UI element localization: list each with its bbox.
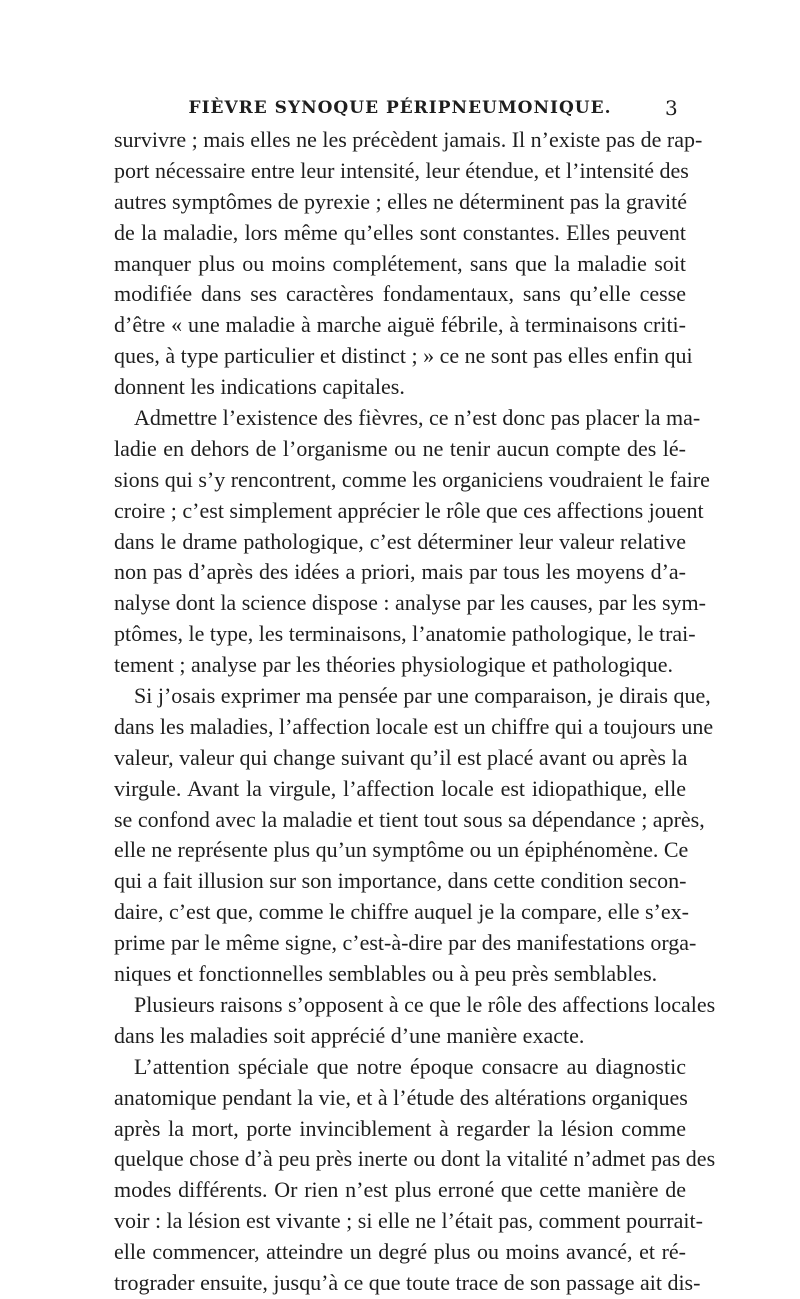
text-line: modes différents. Or rien n’est plus erroné que cette manière de	[114, 1177, 686, 1203]
text-line: donnent les indications capitales.	[114, 374, 405, 400]
text-line: croire ; c’est simplement apprécier le rôle que ces affections jouent	[114, 497, 704, 523]
text-line: dans les maladies, l’affection locale est un chiffre qui a toujours une	[114, 713, 714, 739]
text-line: elle ne représente plus qu’un symptôme ou un épiphénomène. Ce	[114, 837, 689, 863]
text-line: qui a fait illusion sur son importance, dans cette condition secon-	[114, 868, 687, 894]
body-text	[114, 125, 716, 1299]
text-line: ques, à type particulier et distinct ; » ce ne sont pas elles enfin qui	[114, 343, 693, 369]
text-line: ladie en dehors de l’organisme ou ne tenir aucun compte des lé-	[114, 435, 686, 461]
text-line: daire, c’est que, comme le chiffre auquel je la compare, elle s’ex-	[114, 899, 689, 925]
text-line: anatomique pendant la vie, et à l’étude des altérations organiques	[114, 1084, 688, 1110]
text-line: voir : la lésion est vivante ; si elle ne l’était pas, comment pourrait-	[114, 1208, 703, 1234]
text-line: autres symptômes de pyrexie ; elles ne déterminent pas la gravité	[114, 188, 688, 214]
running-title: FIÈVRE SYNOQUE PÉRIPNEUMONIQUE.	[188, 98, 612, 118]
text-line: niques et fonctionnelles semblables ou à peu près semblables.	[114, 961, 658, 987]
text-line: Plusieurs raisons s’opposent à ce que le rôle des affections locales	[134, 991, 716, 1017]
text-line: elle commencer, atteindre un degré plus ou moins avancé, et ré-	[114, 1239, 686, 1265]
text-line: virgule. Avant la virgule, l’affection locale est idiopathique, elle	[114, 775, 686, 801]
text-line: quelque chose d’à peu près inerte ou dont la vitalité n’admet pas des	[114, 1146, 716, 1172]
text-line: dans le drame pathologique, c’est déterminer leur valeur relative	[114, 528, 686, 554]
page-number: 3	[665, 96, 678, 120]
text-line: valeur, valeur qui change suivant qu’il est placé avant ou après la	[114, 744, 688, 770]
text-line: manquer plus ou moins complétement, sans que la maladie soit	[114, 250, 686, 276]
text-line: non pas d’après des idées a priori, mais par tous les moyens d’a-	[114, 559, 686, 585]
text-line: trograder ensuite, jusqu’à ce que toute trace de son passage ait dis-	[114, 1269, 701, 1295]
text-line: survivre ; mais elles ne les précèdent jamais. Il n’existe pas de rap-	[114, 127, 703, 152]
text-line: Si j’osais exprimer ma pensée par une comparaison, je dirais que,	[134, 683, 711, 709]
text-line: port nécessaire entre leur intensité, leur étendue, et l’intensité des	[114, 157, 689, 183]
text-line: d’être « une maladie à marche aiguë fébrile, à terminaisons criti-	[114, 312, 686, 338]
text-line: modifiée dans ses caractères fondamentaux, sans qu’elle cesse	[114, 281, 686, 307]
text-line: prime par le même signe, c’est-à-dire par des manifestations orga-	[114, 930, 697, 956]
text-line: après la mort, porte invinciblement à regarder la lésion comme	[114, 1115, 686, 1141]
text-line: dans les maladies soit apprécié d’une manière exacte.	[114, 1022, 585, 1048]
text-line: de la maladie, lors même qu’elles sont constantes. Elles peuvent	[114, 219, 686, 245]
text-line: Admettre l’existence des fièvres, ce n’est donc pas placer la ma-	[134, 405, 701, 431]
text-line: L’attention spéciale que notre époque consacre au diagnostic	[134, 1053, 686, 1079]
text-line: sions qui s’y rencontrent, comme les organiciens voudraient le faire	[114, 466, 710, 492]
text-line: ptômes, le type, les terminaisons, l’anatomie pathologique, le trai-	[114, 621, 696, 647]
text-line: se confond avec la maladie et tient tout sous sa dépendance ; après,	[114, 806, 705, 832]
text-line: tement ; analyse par les théories physiologique et pathologique.	[114, 652, 674, 678]
text-line: nalyse dont la science dispose : analyse par les causes, par les sym-	[114, 590, 706, 616]
